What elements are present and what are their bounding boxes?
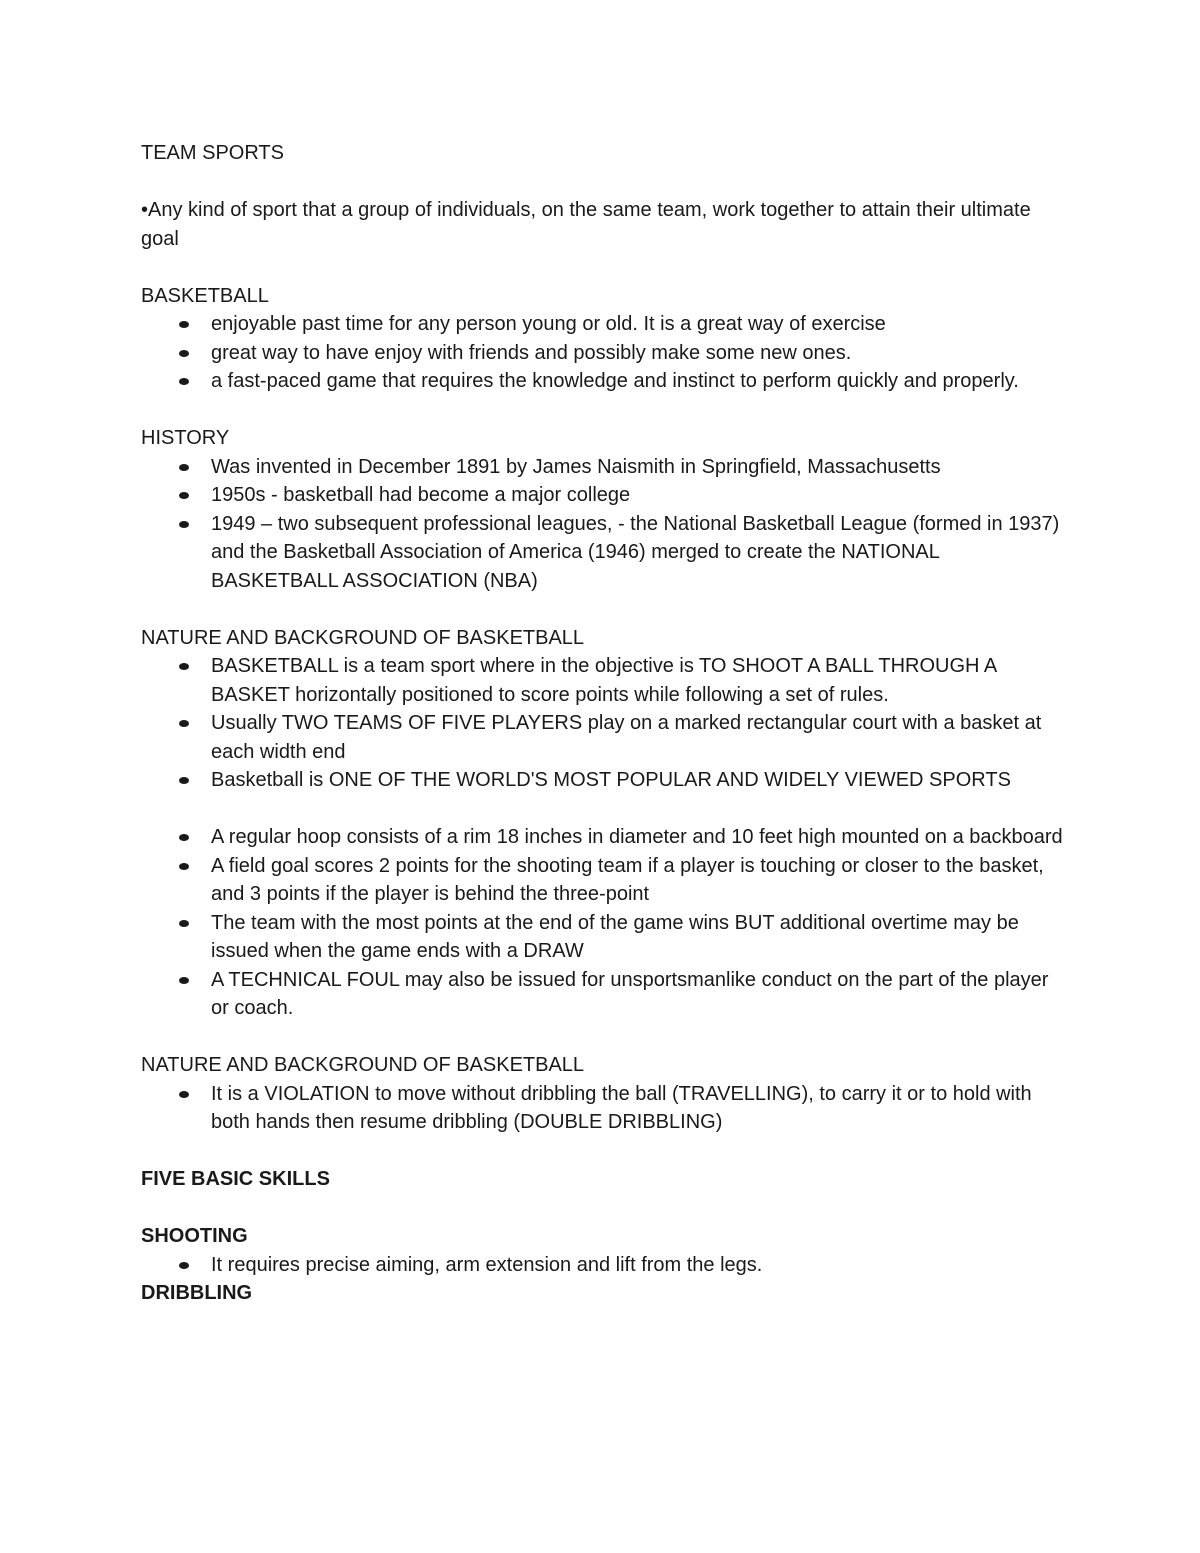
section-heading-nature-2: NATURE AND BACKGROUND OF BASKETBALL: [141, 1054, 585, 1076]
list-item: It requires precise aiming, arm extension and lift from the legs.: [211, 1251, 1071, 1280]
nature-list: [141, 652, 1071, 1023]
shooting-list: [141, 1251, 1071, 1280]
spacer: [141, 595, 1071, 624]
list-item: Basketball is ONE OF THE WORLD'S MOST POPULAR AND WIDELY VIEWED SPORTS: [211, 766, 1071, 795]
list-item: It is a VIOLATION to move without dribbling the ball (TRAVELLING), to carry it or to hold with both hands then resume dribbling (DOUBLE DRIBBLING): [211, 1080, 1071, 1137]
list-item: The team with the most points at the end of the game wins BUT additional overtime may be issued when the game ends with a DRAW: [211, 909, 1071, 966]
spacer: [141, 1194, 1071, 1223]
nature-2-list: [141, 1080, 1071, 1137]
list-item: A field goal scores 2 points for the shooting team if a player is touching or closer to the basket, and 3 points if the player is behind the three-point: [211, 852, 1071, 909]
list-item: great way to have enjoy with friends and possibly make some new ones.: [211, 339, 1071, 368]
list-item: a fast-paced game that requires the knowledge and instinct to perform quickly and properly.: [211, 367, 1071, 396]
intro-paragraph: •Any kind of sport that a group of individuals, on the same team, work together to attain their ultimate goal: [141, 199, 1031, 250]
subheading-dribbling: DRIBBLING: [141, 1282, 253, 1304]
list-item: Was invented in December 1891 by James Naismith in Springfield, Massachusetts: [211, 453, 1071, 482]
list-item: A TECHNICAL FOUL may also be issued for unsportsmanlike conduct on the part of the player or coach.: [211, 966, 1071, 1023]
document-title: TEAM SPORTS: [141, 142, 284, 164]
spacer: [141, 168, 1071, 197]
list-item: enjoyable past time for any person young or old. It is a great way of exercise: [211, 310, 1071, 339]
list-item: BASKETBALL is a team sport where in the objective is TO SHOOT A BALL THROUGH A BASKET horizontally positioned to score points while following a set of rules.: [211, 652, 1071, 709]
basketball-list: [141, 310, 1071, 396]
spacer: [141, 396, 1071, 425]
document-page: [141, 139, 1071, 1308]
history-list: [141, 453, 1071, 596]
list-item: 1950s - basketball had become a major college: [211, 481, 1071, 510]
spacer: [141, 1023, 1071, 1052]
subheading-shooting: SHOOTING: [141, 1225, 248, 1247]
section-heading-nature: NATURE AND BACKGROUND OF BASKETBALL: [141, 626, 585, 649]
spacer: [211, 795, 1071, 824]
list-item: Usually TWO TEAMS OF FIVE PLAYERS play on a marked rectangular court with a basket at each width end: [211, 709, 1071, 766]
section-heading-history: HISTORY: [141, 427, 230, 449]
list-item: A regular hoop consists of a rim 18 inches in diameter and 10 feet high mounted on a backboard: [211, 823, 1071, 852]
list-item: 1949 – two subsequent professional leagues, - the National Basketball League (formed in 1937) and the Basketball Association of America (1946) merged to create the NATIONAL BASKETBALL ASSOCIATION (NBA): [211, 510, 1071, 596]
section-heading-skills: FIVE BASIC SKILLS: [141, 1168, 330, 1190]
spacer: [141, 1137, 1071, 1166]
spacer: [141, 253, 1071, 282]
section-heading-basketball: BASKETBALL: [141, 284, 269, 307]
